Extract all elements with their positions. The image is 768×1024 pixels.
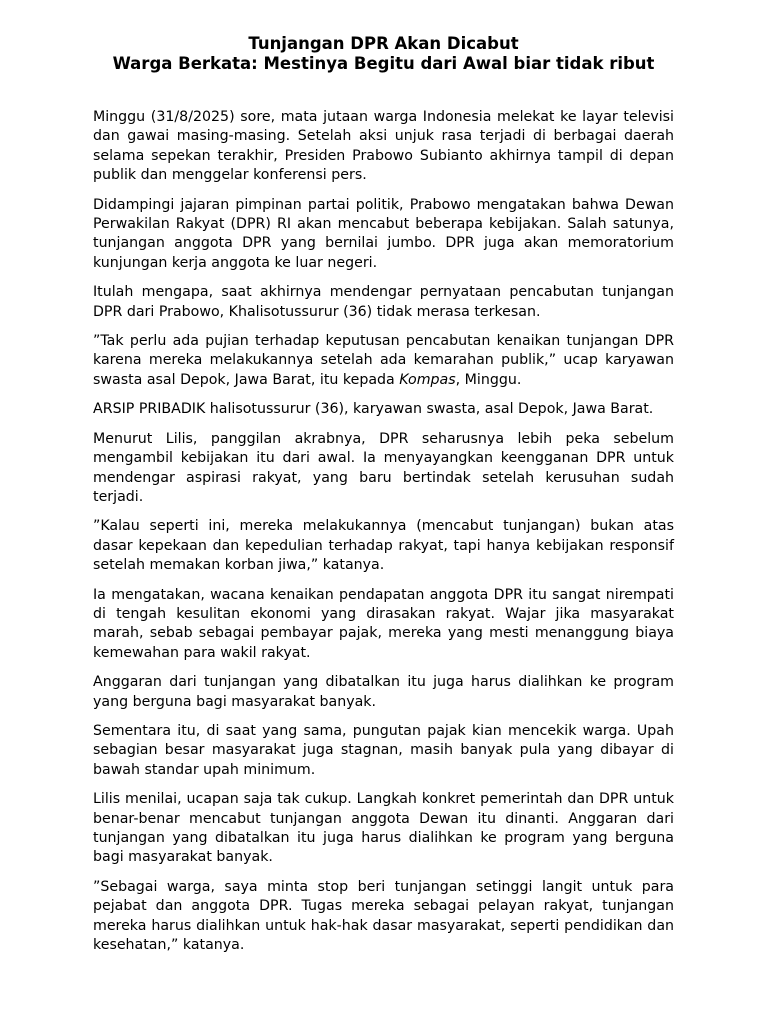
paragraph-3: Itulah mengapa, saat akhirnya mendengar pernyataan pencabutan tunjangan DPR dari Prabowo, Khalisotussurur (36) tidak merasa terkesan.	[93, 284, 674, 320]
paragraph-5-photo-caption: ARSIP PRIBADIK halisotussurur (36), karyawan swasta, asal Depok, Jawa Barat.	[93, 401, 654, 418]
paragraph-4	[93, 332, 674, 390]
document-page	[93, 34, 674, 965]
paragraph-4-italic-source: Kompas	[399, 371, 456, 388]
paragraph-12: ”Sebagai warga, saya minta stop beri tunjangan setinggi langit untuk para pejabat dan anggota DPR. Tugas mereka sebagai pelayan rakyat, tunjangan mereka harus dialihkan untuk hak-hak dasar masyarakat, seperti pendidikan dan kesehatan,” katanya.	[93, 878, 674, 954]
paragraph-11: Lilis menilai, ucapan saja tak cukup. Langkah konkret pemerintah dan DPR untuk benar-benar mencabut tunjangan anggota Dewan itu dinanti. Anggaran dari tunjangan yang dibatalkan itu juga harus dialihkan ke program yang berguna bagi masyarakat banyak.	[93, 791, 674, 866]
article-body	[93, 108, 674, 955]
title-line-1: Tunjangan DPR Akan Dicabut	[248, 34, 519, 53]
paragraph-4-text-after: , Minggu.	[455, 371, 522, 388]
paragraph-4-text-before: ”Tak perlu ada pujian terhadap keputusan pencabutan kenaikan tunjangan DPR karena mereka melakukannya setelah ada kemarahan publik,” ucap karyawan swasta asal Depok, Jawa Barat, itu kepada	[93, 333, 674, 388]
document-title	[93, 34, 674, 74]
paragraph-1: Minggu (31/8/2025) sore, mata jutaan warga Indonesia melekat ke layar televisi dan gawai masing-masing. Setelah aksi unjuk rasa terjadi di berbagai daerah selama sepekan terakhir, Presiden Prabowo Subianto akhirnya tampil di depan publik dan menggelar konferensi pers.	[93, 109, 674, 184]
paragraph-7: ”Kalau seperti ini, mereka melakukannya (mencabut tunjangan) bukan atas dasar kepekaan dan kepedulian terhadap rakyat, tapi hanya kebijakan responsif setelah memakan korban jiwa,” katanya.	[93, 518, 674, 574]
paragraph-6: Menurut Lilis, panggilan akrabnya, DPR seharusnya lebih peka sebelum mengambil kebijakan itu dari awal. Ia menyayangkan keengganan DPR untuk mendengar aspirasi rakyat, yang baru bertindak setelah kerusuhan sudah terjadi.	[93, 430, 674, 505]
paragraph-9: Anggaran dari tunjangan yang dibatalkan itu juga harus dialihkan ke program yang berguna bagi masyarakat banyak.	[93, 674, 674, 710]
paragraph-8: Ia mengatakan, wacana kenaikan pendapatan anggota DPR itu sangat nirempati di tengah kesulitan ekonomi yang dirasakan rakyat. Wajar jika masyarakat marah, sebab sebagai pembayar pajak, mereka yang mesti menanggung biaya kemewahan para wakil rakyat.	[93, 586, 674, 661]
paragraph-10: Sementara itu, di saat yang sama, pungutan pajak kian mencekik warga. Upah sebagian besar masyarakat juga stagnan, masih banyak pula yang dibayar di bawah standar upah minimum.	[93, 722, 674, 778]
paragraph-2: Didampingi jajaran pimpinan partai politik, Prabowo mengatakan bahwa Dewan Perwakilan Rakyat (DPR) RI akan mencabut beberapa kebijakan. Salah satunya, tunjangan anggota DPR yang bernilai jumbo. DPR juga akan memoratorium kunjungan kerja anggota ke luar negeri.	[93, 196, 674, 271]
title-line-2: Warga Berkata: Mestinya Begitu dari Awal biar tidak ribut	[112, 54, 655, 73]
